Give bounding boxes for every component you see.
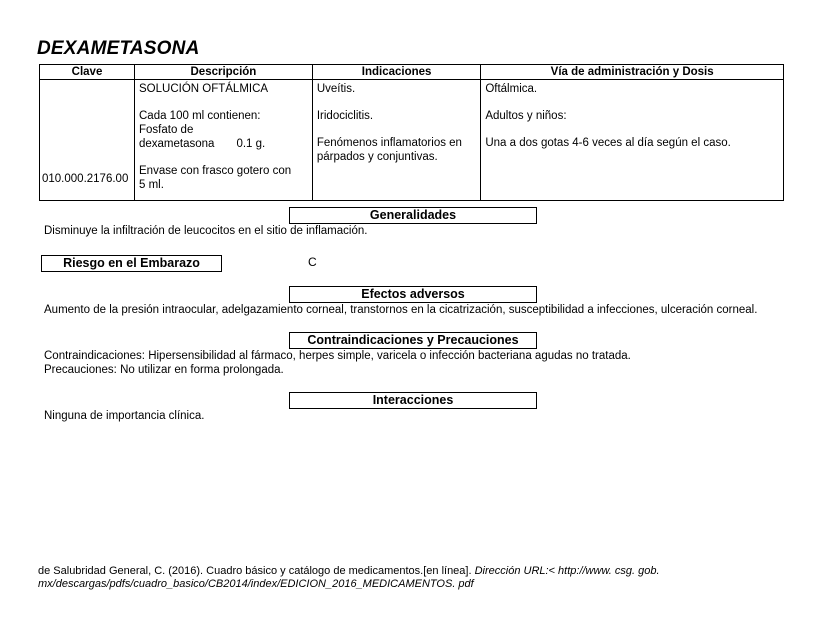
desc-line <box>139 137 308 151</box>
header-descripcion: Descripción <box>135 65 313 80</box>
via-line: Una a dos gotas 4-6 veces al día según el caso. <box>485 137 731 149</box>
generalidades-text: Disminuye la infiltración de leucocitos en el sitio de inflamación. <box>44 225 368 237</box>
desc-line: Fosfato de <box>139 124 194 136</box>
cell-clave: 010.000.2176.00 <box>40 80 135 201</box>
interacciones-heading: Interacciones <box>289 392 537 409</box>
footer-url-label: Dirección URL:< http://www. csg. gob. <box>474 565 660 577</box>
ind-line: Iridociclitis. <box>316 110 374 122</box>
drug-info-table <box>39 64 784 201</box>
desc-amount: 0.1 g. <box>236 138 266 150</box>
ind-line: Fenómenos inflamatorios en <box>316 137 462 149</box>
generalidades-heading: Generalidades <box>289 207 537 224</box>
desc-line: 5 ml. <box>139 179 164 191</box>
footer-citation-text: de Salubridad General, C. (2016). Cuadro básico y catálogo de medicamentos.[en línea]. <box>38 565 475 577</box>
via-line: Oftálmica. <box>485 83 538 95</box>
cell-indicaciones <box>312 80 480 201</box>
efectos-text: Aumento de la presión intraocular, adelgazamiento corneal, transtornos en la cicatrización, susceptibilidad a infecciones, ulceración corneal. <box>44 304 758 316</box>
contraindicaciones-text: Contraindicaciones: Hipersensibilidad al fármaco, herpes simple, varicela o infección bacteriana agudas no tratada. <box>44 350 631 362</box>
desc-line: SOLUCIÓN OFTÁLMICA <box>139 83 269 95</box>
header-via: Vía de administración y Dosis <box>481 65 784 80</box>
via-line: Adultos y niños: <box>485 110 567 122</box>
riesgo-value: C <box>308 255 317 269</box>
table-row <box>40 80 784 201</box>
interacciones-text: Ninguna de importancia clínica. <box>44 410 205 422</box>
page-title: DEXAMETASONA <box>37 38 200 59</box>
table-header-row <box>40 65 784 80</box>
contraindicaciones-heading: Contraindicaciones y Precauciones <box>289 332 537 349</box>
desc-ingredient: dexametasona <box>139 138 215 150</box>
riesgo-heading: Riesgo en el Embarazo <box>41 255 222 272</box>
footer-citation <box>38 565 660 591</box>
ind-line: Uveítis. <box>316 83 356 95</box>
efectos-heading: Efectos adversos <box>289 286 537 303</box>
footer-line <box>38 565 660 578</box>
header-clave: Clave <box>40 65 135 80</box>
desc-line: Cada 100 ml contienen: <box>139 110 261 122</box>
ind-line: párpados y conjuntivas. <box>316 151 438 163</box>
header-indicaciones: Indicaciones <box>312 65 480 80</box>
precauciones-text: Precauciones: No utilizar en forma prolongada. <box>44 364 284 376</box>
footer-url: mx/descargas/pdfs/cuadro_basico/CB2014/index/EDICION_2016_MEDICAMENTOS. pdf <box>38 578 474 590</box>
cell-via <box>481 80 784 201</box>
cell-descripcion <box>135 80 313 201</box>
desc-line: Envase con frasco gotero con <box>139 165 292 177</box>
